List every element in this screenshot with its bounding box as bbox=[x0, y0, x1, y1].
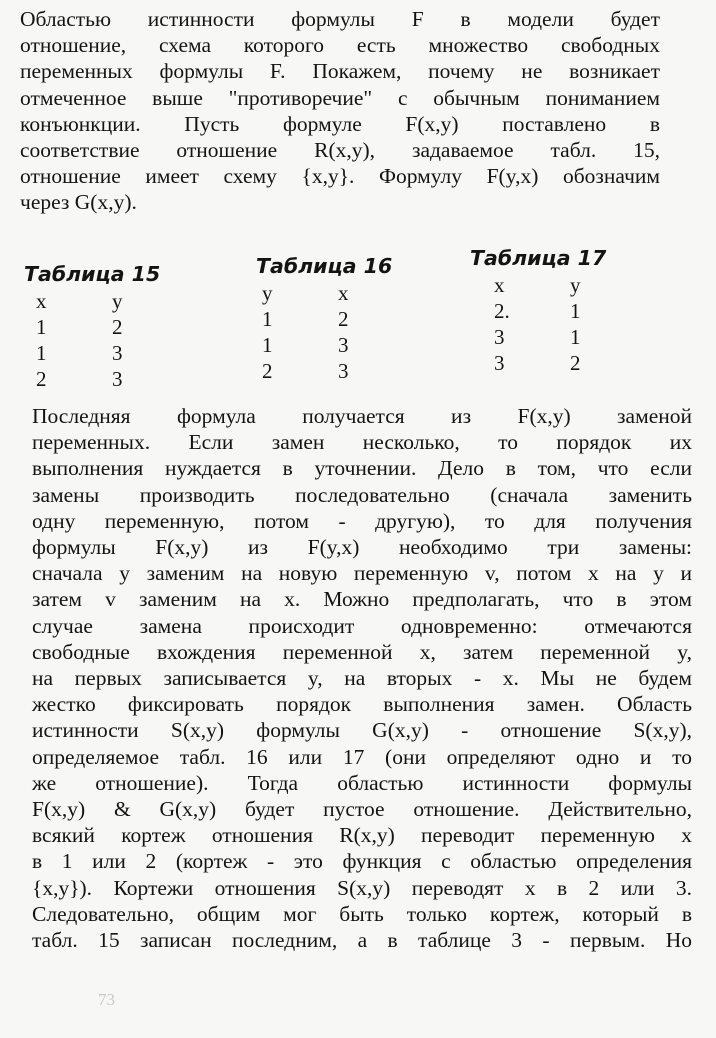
text-line: выполнения нуждается в уточнении. Дело в том, что если bbox=[32, 456, 692, 481]
text-line: через G(x,y). bbox=[20, 190, 137, 215]
text-line: же отношение). Тогда областью истинности формулы bbox=[32, 770, 692, 795]
table-17 bbox=[470, 246, 630, 376]
text-line: на первых записывается y, на вторых - x. Мы не будем bbox=[32, 666, 692, 691]
table-header-cell: y bbox=[570, 273, 581, 297]
text-line: жестко фиксировать порядок выполнения замен. Область bbox=[32, 692, 692, 717]
text-line: замены производить последовательно (сначала заменить bbox=[32, 482, 692, 507]
paragraph-explanation bbox=[32, 403, 692, 953]
table-header-cell: x bbox=[494, 273, 505, 297]
text-line: соответствие отношение R(x,y), задаваемое табл. 15, bbox=[20, 138, 660, 163]
table-header-cell: x bbox=[36, 289, 47, 313]
table-row bbox=[36, 340, 172, 366]
table-header-row bbox=[262, 280, 398, 306]
table-row bbox=[494, 324, 630, 350]
table-cell: 1 bbox=[262, 307, 273, 331]
table-header-cell: y bbox=[262, 281, 273, 305]
table-cell: 3 bbox=[112, 341, 123, 365]
table-row bbox=[36, 314, 172, 340]
table-cell: 3 bbox=[494, 325, 505, 349]
text-line: F(x,y) & G(x,y) будет пустое отношение. Действительно, bbox=[32, 797, 692, 822]
table-cell: 3 bbox=[338, 359, 349, 383]
text-line: отношение имеет схему {x,y}. Формулу F(y,x) обозначим bbox=[20, 164, 660, 189]
text-line: конъюнкции. Пусть формуле F(x,y) поставлено в bbox=[20, 111, 660, 136]
table-row bbox=[262, 306, 398, 332]
table-15 bbox=[24, 262, 172, 392]
text-line: отношение, схема которого есть множество свободных bbox=[20, 33, 660, 58]
text-line: затем v заменим на x. Можно предполагать, что в этом bbox=[32, 587, 692, 612]
table-cell: 1 bbox=[36, 315, 47, 339]
text-line: истинности S(x,y) формулы G(x,y) - отношение S(x,y), bbox=[32, 718, 692, 743]
table-cell: 1 bbox=[262, 333, 273, 357]
table-16 bbox=[256, 254, 398, 384]
text-line: Областью истинности формулы F в модели будет bbox=[20, 7, 660, 31]
table-cell: 2 bbox=[112, 315, 123, 339]
text-line: формулы F(x,y) из F(y,x) необходимо три замены: bbox=[32, 535, 692, 560]
table-cell: 2 bbox=[262, 359, 273, 383]
table-row bbox=[36, 366, 172, 392]
text-line: в 1 или 2 (кортеж - это функция с областью определения bbox=[32, 849, 692, 874]
text-line: всякий кортеж отношения R(x,y) переводит переменную x bbox=[32, 823, 692, 848]
table-cell: 2. bbox=[494, 299, 510, 323]
table-header-row bbox=[494, 272, 630, 298]
table-cell: 1 bbox=[570, 299, 581, 323]
table-row bbox=[494, 350, 630, 376]
table-title: Таблица 17 bbox=[470, 246, 607, 270]
text-line: свободные вхождения переменной x, затем переменной y, bbox=[32, 639, 692, 664]
table-header-cell: x bbox=[338, 281, 349, 305]
table-cell: 3 bbox=[494, 351, 505, 375]
table-header-row bbox=[36, 288, 172, 314]
table-title: Таблица 16 bbox=[256, 254, 393, 278]
table-header-cell: y bbox=[112, 289, 123, 313]
text-line: Последняя формула получается из F(x,y) заменой bbox=[32, 404, 692, 428]
text-line: одну переменную, потом - другую), то для получения bbox=[32, 508, 692, 533]
table-title: Таблица 15 bbox=[24, 262, 161, 286]
text-line: сначала y заменим на новую переменную v, потом x на y и bbox=[32, 561, 692, 586]
table-row bbox=[262, 332, 398, 358]
table-row bbox=[494, 298, 630, 324]
table-cell: 3 bbox=[112, 367, 123, 391]
table-cell: 2 bbox=[570, 351, 581, 375]
table-cell: 1 bbox=[570, 325, 581, 349]
table-cell: 3 bbox=[338, 333, 349, 357]
paragraph-intro bbox=[20, 6, 660, 216]
text-line: переменных. Если замен несколько, то порядок их bbox=[32, 430, 692, 455]
table-cell: 2 bbox=[338, 307, 349, 331]
page-number: 73 bbox=[98, 990, 115, 1009]
table-row bbox=[262, 358, 398, 384]
text-line: отмеченное выше "противоречие" с обычным пониманием bbox=[20, 85, 660, 110]
text-line: Следовательно, общим мог быть только кортеж, который в bbox=[32, 901, 692, 926]
text-line: табл. 15 записан последним, а в таблице 3 - первым. Но bbox=[32, 928, 692, 953]
text-line: {x,y}). Кортежи отношения S(x,y) переводят x в 2 или 3. bbox=[32, 875, 692, 900]
text-line: случае замена происходит одновременно: отмечаются bbox=[32, 613, 692, 638]
text-line: переменных формулы F. Покажем, почему не возникает bbox=[20, 59, 660, 84]
text-line: определяемое табл. 16 или 17 (они определяют одно и то bbox=[32, 744, 692, 769]
table-cell: 2 bbox=[36, 367, 47, 391]
table-cell: 1 bbox=[36, 341, 47, 365]
